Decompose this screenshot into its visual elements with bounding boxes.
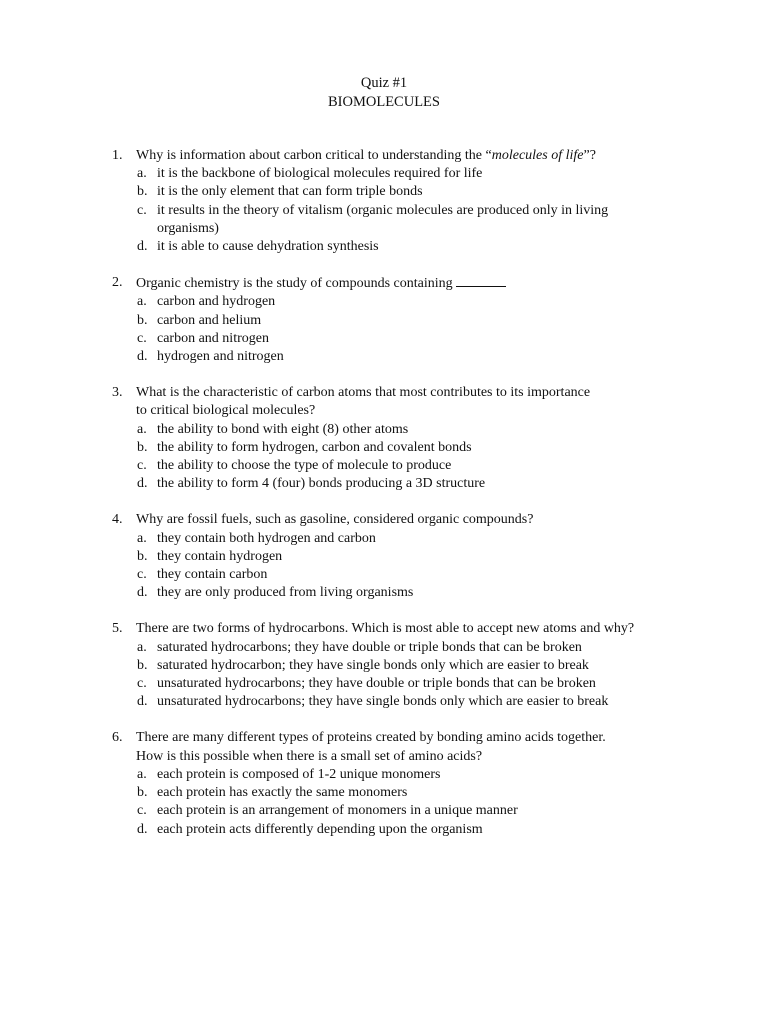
quiz-topic: BIOMOLECULES — [328, 94, 440, 110]
option-letter: d. — [137, 349, 148, 365]
question-2 — [0, 274, 768, 366]
option-text: the ability to form 4 (four) bonds producing a 3D structure — [157, 476, 486, 492]
option — [0, 202, 768, 238]
question-number: 2. — [112, 275, 123, 291]
option-text: they contain both hydrogen and carbon — [157, 530, 376, 546]
option-text: the ability to form hydrogen, carbon and covalent bonds — [157, 439, 472, 455]
option — [0, 530, 768, 548]
option — [0, 348, 768, 366]
option-text: the ability to bond with eight (8) other atoms — [157, 421, 409, 437]
option-letter: c. — [137, 567, 147, 583]
option-letter: d. — [137, 239, 148, 255]
question-text: There are many different types of proteins created by bonding amino acids together. How is this possible when there is a small set of amino acids? — [136, 730, 606, 764]
option — [0, 457, 768, 475]
option-text: it is able to cause dehydration synthesis — [157, 239, 379, 255]
option-letter: c. — [137, 676, 147, 692]
option-letter: c. — [137, 803, 147, 819]
option-letter: d. — [137, 585, 148, 601]
option — [0, 312, 768, 330]
question-text: Why is information about carbon critical to understanding the “molecules of life”? — [136, 148, 596, 163]
option-text: carbon and nitrogen — [157, 330, 269, 346]
option-letter: c. — [137, 330, 147, 346]
option — [0, 784, 768, 802]
option — [0, 421, 768, 439]
option-text: each protein has exactly the same monomers — [157, 785, 408, 801]
option-text: each protein is an arrangement of monomers in a unique manner — [157, 803, 518, 819]
option-text: the ability to choose the type of molecule to produce — [157, 458, 452, 474]
option-letter: b. — [137, 312, 148, 328]
question-list — [0, 147, 768, 839]
question-4 — [0, 511, 768, 602]
option-letter: b. — [137, 785, 148, 801]
option-text: they contain hydrogen — [157, 548, 283, 564]
question-3 — [0, 384, 768, 493]
option-text: saturated hydrocarbons; they have double or triple bonds that can be broken — [157, 639, 582, 655]
option — [0, 439, 768, 457]
option-letter: b. — [137, 184, 148, 200]
option-text: carbon and hydrogen — [157, 294, 276, 310]
option — [0, 821, 768, 839]
question-text: There are two forms of hydrocarbons. Which is most able to accept new atoms and why? — [136, 621, 635, 637]
option-letter: a. — [137, 166, 147, 182]
question-text: Organic chemistry is the study of compounds containing — [136, 274, 656, 293]
option-text: unsaturated hydrocarbons; they have double or triple bonds that can be broken — [157, 676, 596, 692]
option-letter: b. — [137, 439, 148, 455]
option-text: unsaturated hydrocarbons; they have single bonds only which are easier to break — [157, 694, 609, 710]
question-number: 6. — [112, 730, 123, 746]
option — [0, 183, 768, 201]
option — [0, 802, 768, 820]
option-letter: d. — [137, 476, 148, 492]
option-text: each protein acts differently depending upon the organism — [157, 821, 483, 837]
option — [0, 330, 768, 348]
question-5 — [0, 620, 768, 711]
option-letter: b. — [137, 548, 148, 564]
option-text: saturated hydrocarbon; they have single bonds only which are easier to break — [157, 657, 589, 673]
option-letter: a. — [137, 639, 147, 655]
question-text: Why are fossil fuels, such as gasoline, considered organic compounds? — [136, 512, 534, 528]
option-text: carbon and helium — [157, 312, 262, 328]
question-number: 4. — [112, 512, 123, 528]
option-letter: a. — [137, 294, 147, 310]
option-text: they contain carbon — [157, 567, 268, 583]
option — [0, 639, 768, 657]
option — [0, 165, 768, 183]
option — [0, 766, 768, 784]
question-number: 1. — [112, 148, 123, 163]
option-text: it results in the theory of vitalism (organic molecules are produced only in living organisms) — [157, 202, 609, 236]
question-number: 5. — [112, 621, 123, 637]
option — [0, 475, 768, 493]
answer-blank — [456, 274, 506, 287]
option-letter: d. — [137, 821, 148, 837]
question-6 — [0, 729, 768, 838]
option-text: it is the backbone of biological molecules required for life — [157, 166, 483, 182]
quiz-number: Quiz #1 — [360, 75, 408, 91]
option — [0, 548, 768, 566]
option-letter: a. — [137, 530, 147, 546]
page-title — [0, 74, 768, 112]
option-text: it is the only element that can form triple bonds — [157, 184, 423, 200]
option-letter: a. — [137, 421, 147, 437]
option — [0, 584, 768, 602]
question-1 — [0, 147, 768, 256]
question-number: 3. — [112, 385, 123, 401]
option-text: each protein is composed of 1-2 unique monomers — [157, 766, 441, 782]
option — [0, 238, 768, 256]
option-text: they are only produced from living organisms — [157, 585, 414, 601]
option — [0, 675, 768, 693]
option-letter: b. — [137, 657, 148, 673]
option-letter: c. — [137, 202, 147, 218]
option-letter: d. — [137, 694, 148, 710]
option — [0, 693, 768, 711]
option-text: hydrogen and nitrogen — [157, 349, 284, 365]
option — [0, 566, 768, 584]
option-letter: c. — [137, 458, 147, 474]
question-text: What is the characteristic of carbon atoms that most contributes to its importance to critical biological molecules? — [136, 385, 591, 419]
emphasis-text: molecules of life — [491, 148, 584, 163]
option-letter: a. — [137, 766, 147, 782]
option — [0, 657, 768, 675]
option — [0, 293, 768, 311]
